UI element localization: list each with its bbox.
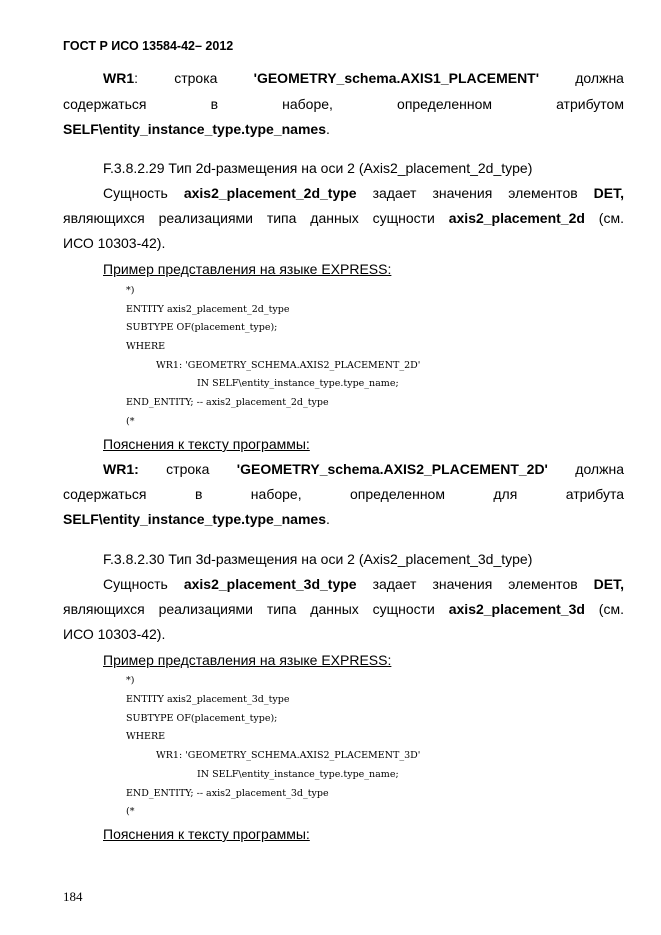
section-29-code-8: (* <box>126 416 135 427</box>
section-29-title: F.3.8.2.29 Тип 2d-размещения на оси 2 (Axis2_placement_2d_type) <box>103 160 533 176</box>
section-29-wr1-line-2: содержаться в наборе, определенном для атрибута <box>63 486 624 502</box>
wr1-string: 'GEOMETRY_schema.AXIS1_PLACEMENT' <box>253 70 540 86</box>
section-29-code-4: WHERE <box>126 341 166 352</box>
section-29-code-2: ENTITY axis2_placement_2d_type <box>126 304 290 315</box>
section-30-code-1: *) <box>126 675 135 686</box>
section-29-example-label: Пример представления на языке EXPRESS: <box>103 261 392 277</box>
section-29-wr1-line-3: SELF\entity_instance_type.type_names. <box>63 511 330 527</box>
section-29-para-line-2: являющихся реализациями типа данных сущности axis2_placement_2d (см. <box>63 210 624 226</box>
section-29-code-1: *) <box>126 285 135 296</box>
wr1-line-3: SELF\entity_instance_type.type_names. <box>63 121 330 137</box>
section-30-para-line-2: являющихся реализациями типа данных сущности axis2_placement_3d (см. <box>63 601 624 617</box>
section-30-explain-label: Пояснения к тексту программы: <box>103 826 310 842</box>
section-30-para-line-3: ИСО 10303-42). <box>63 626 166 642</box>
section-29-code-5: WR1: 'GEOMETRY_SCHEMA.AXIS2_PLACEMENT_2D' <box>156 360 421 371</box>
section-29-code-7: END_ENTITY; -- axis2_placement_2d_type <box>126 397 329 408</box>
section-29-para-line-1: Сущность axis2_placement_2d_type задает значения элементов DET, <box>103 185 624 201</box>
section-30-title: F.3.8.2.30 Тип 3d-размещения на оси 2 (Axis2_placement_3d_type) <box>103 551 533 567</box>
section-30-code-7: END_ENTITY; -- axis2_placement_3d_type <box>126 788 329 799</box>
wr1-label: WR1 <box>103 70 135 86</box>
section-30-code-8: (* <box>126 806 135 817</box>
wr1-line-1: WR1: строка 'GEOMETRY_schema.AXIS1_PLACEMENT' должна <box>103 70 624 86</box>
section-29-code-6: IN SELF\entity_instance_type.type_name; <box>197 378 399 389</box>
section-30-code-6: IN SELF\entity_instance_type.type_name; <box>197 769 399 780</box>
section-29-explain-label: Пояснения к тексту программы: <box>103 436 310 452</box>
section-30-code-4: WHERE <box>126 731 166 742</box>
page-number: 184 <box>63 889 83 904</box>
section-29-code-3: SUBTYPE OF(placement_type); <box>126 322 278 333</box>
section-29-wr1-line-1: WR1: строка 'GEOMETRY_schema.AXIS2_PLACEMENT_2D' должна <box>103 461 624 477</box>
section-30-para-line-1: Сущность axis2_placement_3d_type задает значения элементов DET, <box>103 576 624 592</box>
section-30-code-2: ENTITY axis2_placement_3d_type <box>126 694 290 705</box>
wr1-line-2: содержаться в наборе, определенном атрибутом <box>63 96 624 112</box>
section-30-example-label: Пример представления на языке EXPRESS: <box>103 652 392 668</box>
document-header: ГОСТ Р ИСО 13584-42– 2012 <box>63 39 234 53</box>
section-30-code-3: SUBTYPE OF(placement_type); <box>126 713 278 724</box>
section-30-code-5: WR1: 'GEOMETRY_SCHEMA.AXIS2_PLACEMENT_3D' <box>156 750 421 761</box>
section-29-para-line-3: ИСО 10303-42). <box>63 235 166 251</box>
